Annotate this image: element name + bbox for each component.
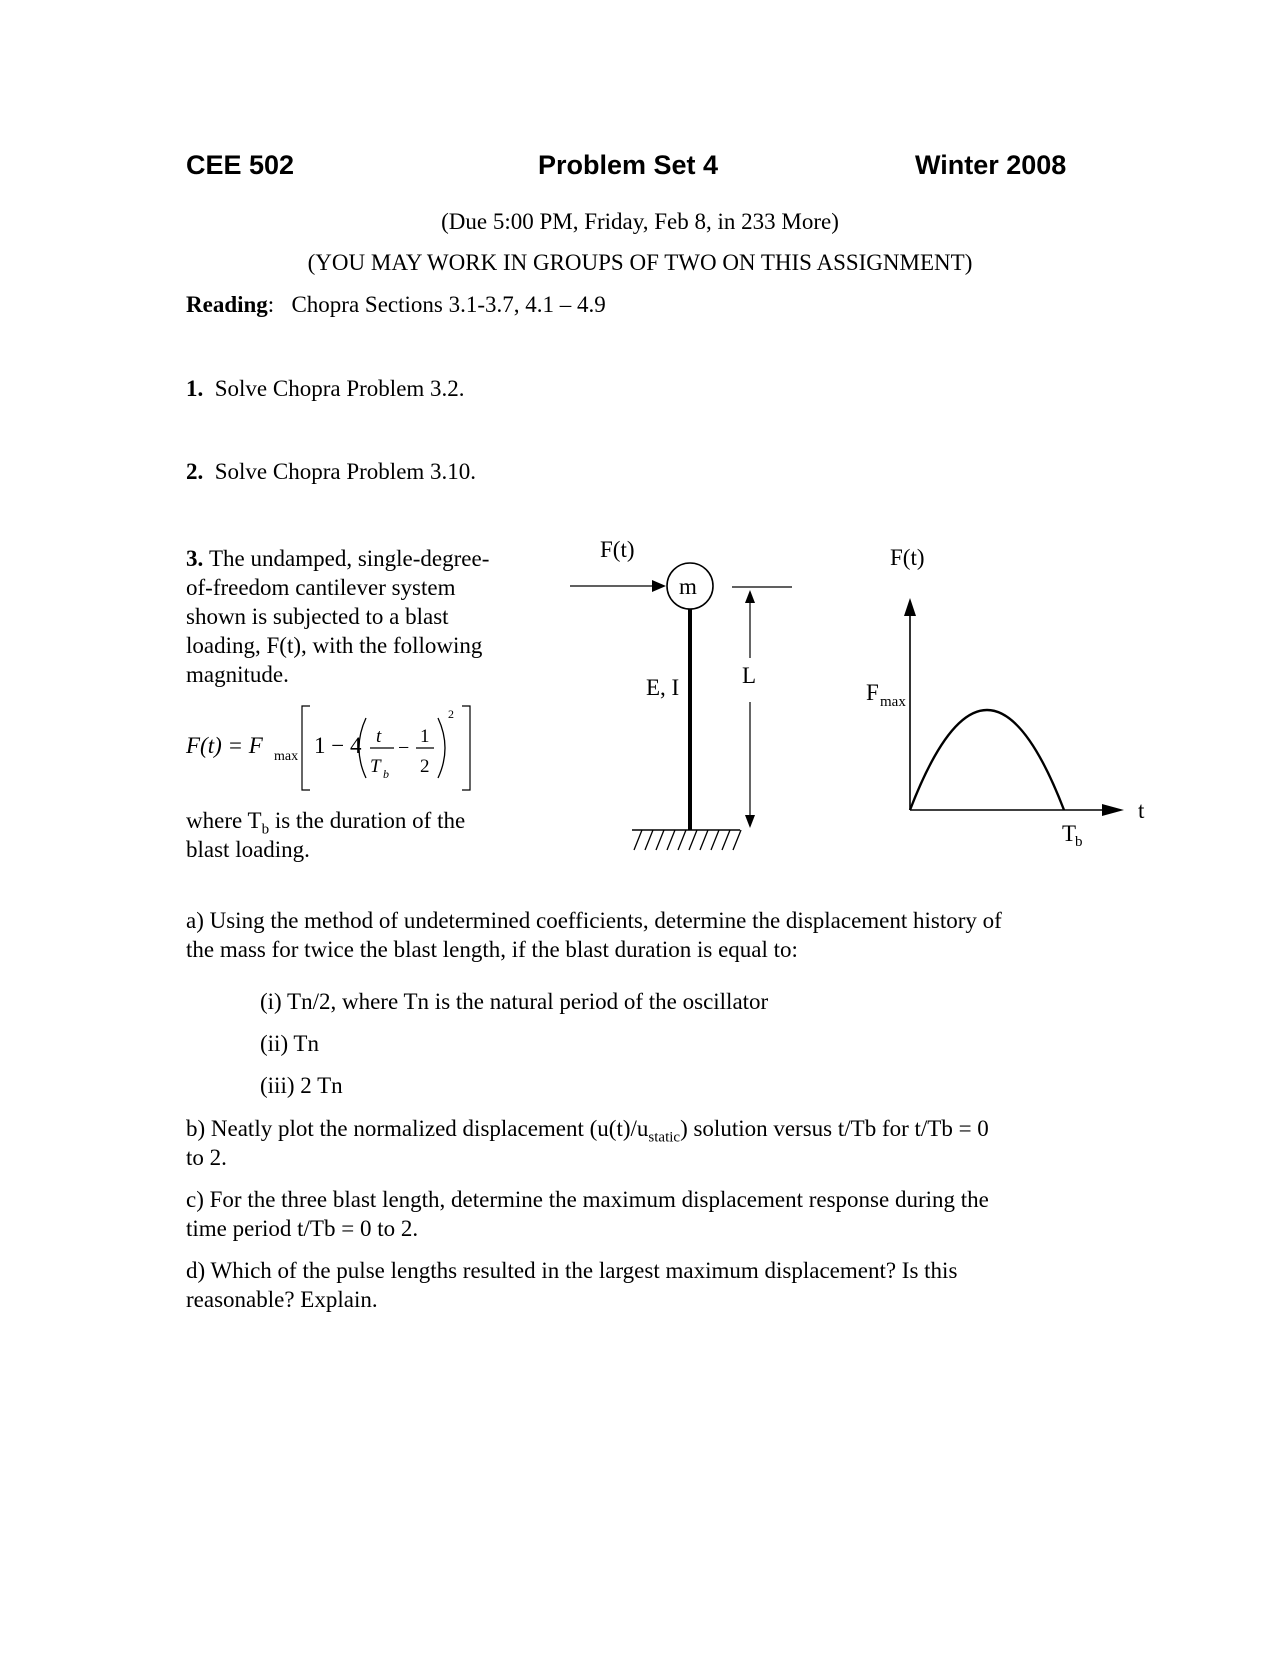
problem-3-line-1: The undamped, single-degree-: [209, 546, 490, 571]
parabolic-pulse-curve: [910, 710, 1064, 810]
formula-graphic: [186, 706, 496, 796]
part-a-item-3: (iii) 2 Tn: [260, 1073, 343, 1098]
part-a-line-2: the mass for twice the blast length, if the blast duration is equal to:: [186, 937, 798, 962]
part-b: [186, 1114, 989, 1172]
part-b-post: ) solution versus t/Tb for t/Tb = 0: [680, 1116, 989, 1141]
tb-label-sub: b: [1075, 834, 1083, 850]
problem-1: [186, 376, 465, 402]
mass-label: m: [679, 574, 697, 599]
part-a-line-1: a) Using the method of undetermined coefficients, determine the displacement history of: [186, 908, 1002, 933]
formula-lhs: F(t) = F: [186, 733, 263, 758]
dimension-arrow-up: [745, 590, 755, 603]
part-c: [186, 1185, 989, 1243]
formula-lhs-sub: max: [274, 749, 299, 764]
problem-3-description: [186, 544, 489, 689]
part-d: [186, 1256, 957, 1314]
reading-text: Chopra Sections 3.1-3.7, 4.1 – 4.9: [291, 292, 606, 317]
stiffness-label: E, I: [646, 675, 680, 700]
part-c-line-1: c) For the three blast length, determine the maximum displacement response during the: [186, 1187, 989, 1212]
blast-load-formula: [186, 706, 496, 803]
term-label: Winter 2008: [915, 150, 1067, 180]
left-square-bracket: [302, 706, 310, 790]
part-a: [186, 906, 1002, 964]
pulse-y-axis-arrow: [904, 598, 916, 616]
course-code: CEE 502: [186, 150, 295, 180]
problem-2-text: Solve Chopra Problem 3.10.: [214, 459, 477, 484]
part-b-line-2: to 2.: [186, 1145, 227, 1170]
problem-3-line-4: loading, F(t), with the following: [186, 633, 483, 658]
force-label: F(t): [600, 537, 635, 562]
where-sub: b: [261, 821, 270, 838]
where-line-2: blast loading.: [186, 837, 310, 862]
duration-note: [186, 806, 465, 864]
ground-hatching: [634, 830, 741, 850]
formula-half-denominator: 2: [420, 756, 430, 777]
force-arrow-head: [652, 580, 666, 592]
pulse-x-axis-arrow: [1102, 804, 1124, 816]
right-paren: [438, 718, 445, 778]
formula-t-numerator: t: [376, 726, 382, 747]
formula-minus: −: [398, 737, 410, 759]
formula-one-minus-four: 1 − 4: [314, 733, 362, 758]
fmax-label-sub: max: [880, 694, 906, 710]
part-a-item-2: (ii) Tn: [260, 1031, 319, 1056]
problem-1-text: Solve Chopra Problem 3.2.: [214, 376, 465, 401]
reading-colon: :: [267, 292, 275, 317]
cantilever-figure: [560, 530, 810, 870]
problem-3-number: 3.: [186, 546, 204, 571]
part-c-line-2: time period t/Tb = 0 to 2.: [186, 1216, 419, 1241]
tb-label: T: [1062, 821, 1077, 846]
load-pulse-figure: [866, 540, 1180, 880]
problem-3-line-5: magnitude.: [186, 662, 289, 687]
pulse-x-axis-label: t: [1138, 798, 1145, 823]
length-label: L: [742, 663, 757, 688]
formula-exponent: 2: [448, 707, 454, 721]
dimension-arrow-down: [745, 815, 755, 828]
pulse-y-axis-label: F(t): [890, 545, 925, 570]
due-line: (Due 5:00 PM, Friday, Feb 8, in 233 More): [441, 209, 839, 234]
problem-2-number: 2.: [186, 459, 204, 484]
document-title: Problem Set 4: [538, 150, 719, 180]
part-b-pre: b) Neatly plot the normalized displacement (u(t)/u: [186, 1116, 649, 1141]
formula-t-denominator-sub: b: [383, 767, 389, 781]
right-square-bracket: [462, 706, 470, 790]
problem-3-line-3: shown is subjected to a blast: [186, 604, 449, 629]
problem-2: [186, 459, 476, 485]
where-pre: where T: [186, 808, 262, 833]
formula-t-denominator: T: [370, 756, 381, 777]
reading-label: Reading: [186, 292, 268, 317]
problem-3-line-2: of-freedom cantilever system: [186, 575, 456, 600]
reading-line: [186, 292, 606, 318]
part-d-line-1: d) Which of the pulse lengths resulted in the largest maximum displacement? Is this: [186, 1258, 958, 1283]
part-a-item-1: (i) Tn/2, where Tn is the natural period of the oscillator: [260, 989, 769, 1014]
part-d-line-2: reasonable? Explain.: [186, 1287, 378, 1312]
fmax-label: F: [866, 680, 879, 705]
groups-line: (YOU MAY WORK IN GROUPS OF TWO ON THIS ASSIGNMENT): [307, 250, 973, 275]
where-post: is the duration of the: [269, 808, 466, 833]
formula-half-numerator: 1: [420, 726, 430, 747]
problem-1-number: 1.: [186, 376, 204, 401]
part-b-sub: static: [648, 1129, 681, 1146]
